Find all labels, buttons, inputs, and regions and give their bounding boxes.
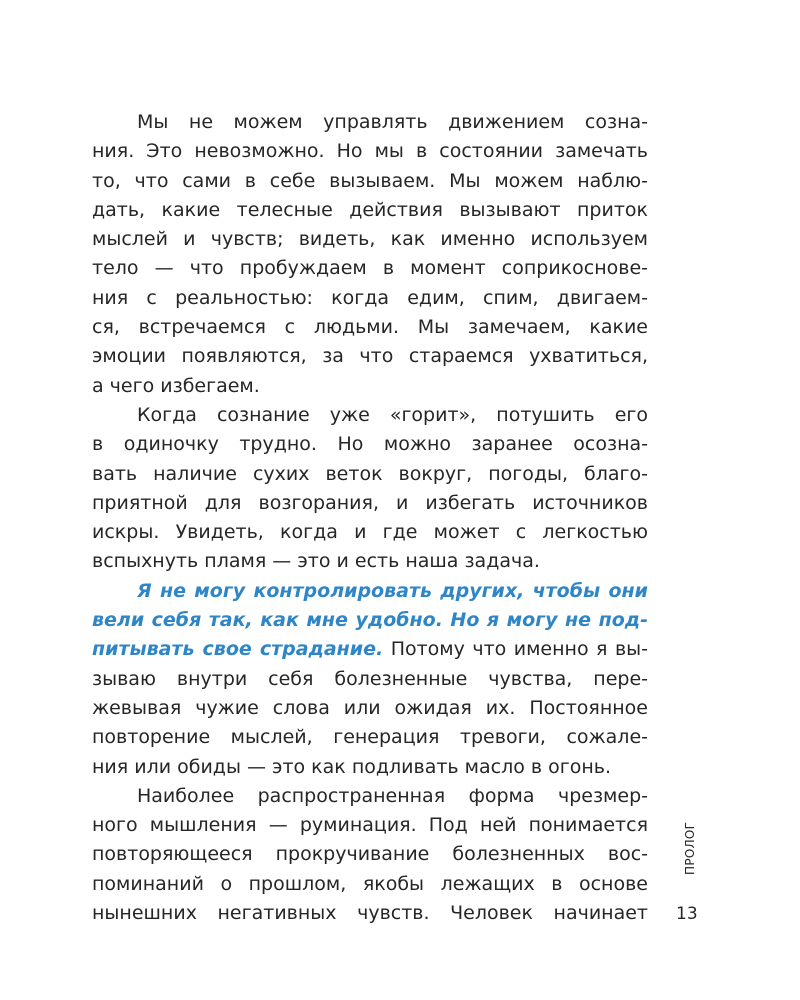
- text-run: Потому что именно я вы-: [383, 638, 648, 661]
- mixed-line: [92, 635, 648, 664]
- text-line: поминаний о прошлом, якобы лежащих в основе: [92, 872, 648, 895]
- body-text: [92, 108, 648, 928]
- text-line: Наиболее распространенная форма чрезмер-: [137, 784, 648, 807]
- page-number: 13: [676, 904, 698, 924]
- text-line: то, что сами в себе вызываем. Мы можем наблю-: [92, 169, 648, 192]
- highlight-line: Я не могу контролировать других, чтобы они: [137, 579, 648, 602]
- text-line: дать, какие телесные действия вызывают приток: [92, 198, 648, 221]
- text-line: мыслей и чувств; видеть, как именно используем: [92, 228, 648, 251]
- text-line: нынешних негативных чувств. Человек начинает: [92, 902, 648, 925]
- text-line: приятной для возгорания, и избегать источников: [92, 491, 648, 514]
- text-line: вспыхнуть пламя — это и есть наша задача.: [92, 550, 540, 573]
- text-line: ния с реальностью: когда едим, спим, двигаем-: [92, 286, 648, 309]
- text-line: Мы не можем управлять движением созна-: [137, 111, 648, 133]
- text-line: зываю внутри себя болезненные чувства, пере-: [92, 667, 648, 690]
- text-line: Когда сознание уже «горит», потушить его: [137, 403, 648, 426]
- text-line: эмоции появляются, за что стараемся ухватиться,: [92, 345, 648, 368]
- text-line: ния. Это невозможно. Но мы в состоянии замечать: [92, 140, 648, 163]
- text-line: ного мышления — руминация. Под ней понимается: [92, 814, 648, 837]
- text-line: повторение мыслей, генерация тревоги, сожале-: [92, 726, 648, 749]
- text-line: а чего избегаем.: [92, 374, 260, 397]
- highlight-line: вели себя так, как мне удобно. Но я могу не под-: [92, 609, 648, 632]
- text-line: повторяющееся прокручивание болезненных вос-: [92, 843, 648, 866]
- chapter-side-label: ПРОЛОГ: [683, 821, 697, 875]
- text-line: ся, встречаемся с людьми. Мы замечаем, какие: [92, 316, 648, 339]
- text-line: жевывая чужие слова или ожидая их. Постоянное: [92, 696, 648, 719]
- highlight-text: питывать свое страдание.: [92, 638, 384, 661]
- text-line: вать наличие сухих веток вокруг, погоды, благо-: [92, 462, 648, 485]
- text-line: ния или обиды — это как подливать масло в огонь.: [92, 755, 612, 778]
- text-line: искры. Увидеть, когда и где может с легкостью: [92, 521, 648, 544]
- text-line: в одиночку трудно. Но можно заранее осозна-: [92, 433, 648, 456]
- text-line: тело — что пробуждаем в момент соприкоснове-: [92, 257, 648, 280]
